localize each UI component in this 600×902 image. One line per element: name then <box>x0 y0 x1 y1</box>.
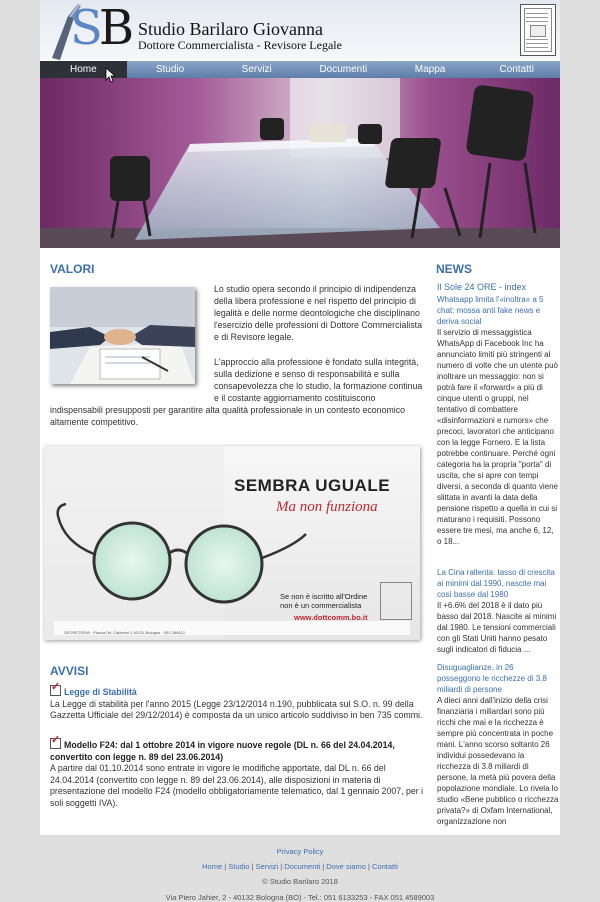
checkbox-icon <box>50 738 61 749</box>
hero-office-photo <box>40 78 560 248</box>
banner-subtitle: Ma non funziona <box>276 499 378 515</box>
news-article-body: Il servizio di messaggistica WhatsApp di Facebook Inc ha annunciato limiti più stringenti al numero di volte che un utente può inoltrare un messaggio: non si potrà fare il «forward» a più di cinque utenti o gruppi, nel tentativo di combattere «disinformazioni e rumors» che precoci, lavoratori che anticipano con la legge Fornero. E la lista potrebbe continuare. Perché ogni categoria ha la propria "porta" di uscita, che si apre con tempi diversi, a seconda di quanto viene slittata in avanti la data della pensione rispetto a quella in cui si maturano i requisiti. Possono essere tre mesi, ma anche 6, 12, o 18... <box>437 328 558 546</box>
news-article <box>437 294 559 547</box>
footer-link-contatti[interactable]: Contatti <box>372 862 398 871</box>
logo-monogram: SB <box>70 0 131 56</box>
footer-separator: | <box>278 862 285 871</box>
news-article <box>437 567 559 655</box>
news-article-body: Il +6.6% del 2018 è il dato più basso dal 2018. Nascite ai minimi dal 1980. Le tensioni commerciali con gli Stati Uniti hanno pesato sugli indicatori di fiducia ... <box>437 601 557 654</box>
news-feed-title[interactable]: Il Sole 24 ORE - index <box>437 282 527 292</box>
nav-mappa[interactable]: Mappa <box>414 64 446 75</box>
avvisi-heading: AVVISI <box>50 664 89 678</box>
nav-documenti[interactable]: Documenti <box>319 64 368 75</box>
nav-studio[interactable]: Studio <box>155 64 185 75</box>
avviso-title[interactable]: Legge di Stabilità <box>64 687 137 697</box>
banner-title: SEMBRA UGUALE <box>234 476 391 495</box>
nav-servizi[interactable]: Servizi <box>241 64 272 75</box>
handshake-photo <box>50 287 195 384</box>
avviso-body: La Legge di stabilità per l'anno 2015 (Legge 23/12/2014 n.190, pubblicata sul S.O. n. 99 della Gazzetta Ufficiale del 29/12/2014) è composta da un unico articolo suddiviso in ben 735 commi. <box>50 698 423 720</box>
footer-link-dove-siamo[interactable]: Dove siamo <box>326 862 366 871</box>
avviso-body: A partire dal 01.10.2014 sono entrate in vigore le modifiche apportate, dal DL n. 66 del 24.04.2014 (convertito con legge n. 89 del 23.06.2014), alle disposizioni in materia di presentazione del modello F24 (modello obbligatoriamente telematico, dal 1 gennaio 2007, per i soli soggetti IVA). <box>50 763 424 808</box>
footer-separator: | <box>320 862 327 871</box>
nav-home[interactable]: Home <box>40 61 127 78</box>
banner-note-line-2: non è un commercialista <box>280 601 362 610</box>
sembra-uguale-banner[interactable] <box>44 446 420 640</box>
site-footer <box>0 840 600 900</box>
banner-url: www.dottcomm.bo.it <box>294 613 368 622</box>
main-nav <box>40 61 560 78</box>
footer-copyright: © Studio Barilaro 2018 <box>262 877 338 886</box>
banner-order-logo <box>380 582 412 620</box>
footer-address: Via Piero Jahier, 2 - 40132 Bologna (BO) - Tel.: 051 6133253 - FAX 051 4589003 <box>165 893 435 902</box>
avviso-item <box>50 738 430 809</box>
banner-note-line-1: Se non è iscritto all'Ordine <box>280 592 368 601</box>
news-article-title[interactable]: La Cina rallenta: tasso di crescita ai minimi dal 1990, nascite mai così basse dal 1980 <box>437 568 555 599</box>
nav-contatti[interactable]: Contatti <box>499 64 534 75</box>
valori-paragraph-2: L'approccio alla professione è fondato sulla integrità, sulla dedizione e senso di responsabilità e sulla consapevolezza che lo studio, la formazione continua e il costante aggiornamento costituiscono <box>214 357 423 403</box>
footer-link-studio[interactable]: Studio <box>228 862 250 871</box>
privacy-policy-link[interactable]: Privacy Policy <box>276 847 324 856</box>
footer-links <box>0 862 600 871</box>
order-seal-logo[interactable] <box>520 4 556 56</box>
footer-separator: | <box>365 862 373 871</box>
news-article <box>437 662 559 832</box>
footer-separator: | <box>222 862 229 871</box>
footer-separator: | <box>249 862 256 871</box>
footer-link-servizi[interactable]: Servizi <box>255 862 279 871</box>
avviso-title[interactable]: Modello F24: dal 1 ottobre 2014 in vigore nuove regole (DL n. 66 del 24.04.2014, convertito con legge n. 89 del 23.06.2014) <box>50 740 395 762</box>
site-header <box>40 0 560 60</box>
banner-footer: SEGRETERIA · Piazza De' Calderini 2 40124 Bologna · 051 264612 <box>64 630 186 635</box>
studio-subtitle: Dottore Commercialista - Revisore Legale <box>138 38 342 52</box>
valori-paragraph-2-continued: indispensabili presupposti per garantire alta qualità professionale in un contesto economico altamente competitivo. <box>50 405 406 427</box>
news-article-title[interactable]: Whatsapp limita l'«inoltra» a 5 chat: mossa anti fake news e deriva social <box>437 295 544 326</box>
footer-link-documenti[interactable]: Documenti <box>284 862 321 871</box>
news-heading: NEWS <box>436 262 472 276</box>
news-article-body: A dieci anni dall'inizio della crisi finanziaria i miliardari sono più ricchi che mai e la ricchezza è sempre più concentrata in poche mani. L'anno scorso soltanto 26 individui possedevano la ricchezza di 3.8 miliardi di persone, la metà più povera della popolazione mondiale. Lo rivela lo studio «Bene pubblico o ricchezza privata?» di Oxfam International, organizzazione non <box>437 696 559 826</box>
checkbox-icon <box>50 685 61 696</box>
footer-link-home[interactable]: Home <box>202 862 223 871</box>
avviso-item <box>50 685 430 722</box>
news-article-title[interactable]: Disuguaglianze, in 26 posseggono le ricchezze di 3.8 miliardi di persone <box>437 663 547 694</box>
mouse-pointer-icon <box>105 67 115 83</box>
valori-paragraph-1: Lo studio opera secondo il principio di indipendenza della libera professione e nel rispetto del principio di legalità e delle norme deontologiche che disciplinano l'esercizio delle professioni di Dottore Commercialista e di Revisore legale. <box>214 284 422 342</box>
valori-heading: VALORI <box>50 262 95 276</box>
studio-name: Studio Barilaro Giovanna <box>138 19 323 39</box>
